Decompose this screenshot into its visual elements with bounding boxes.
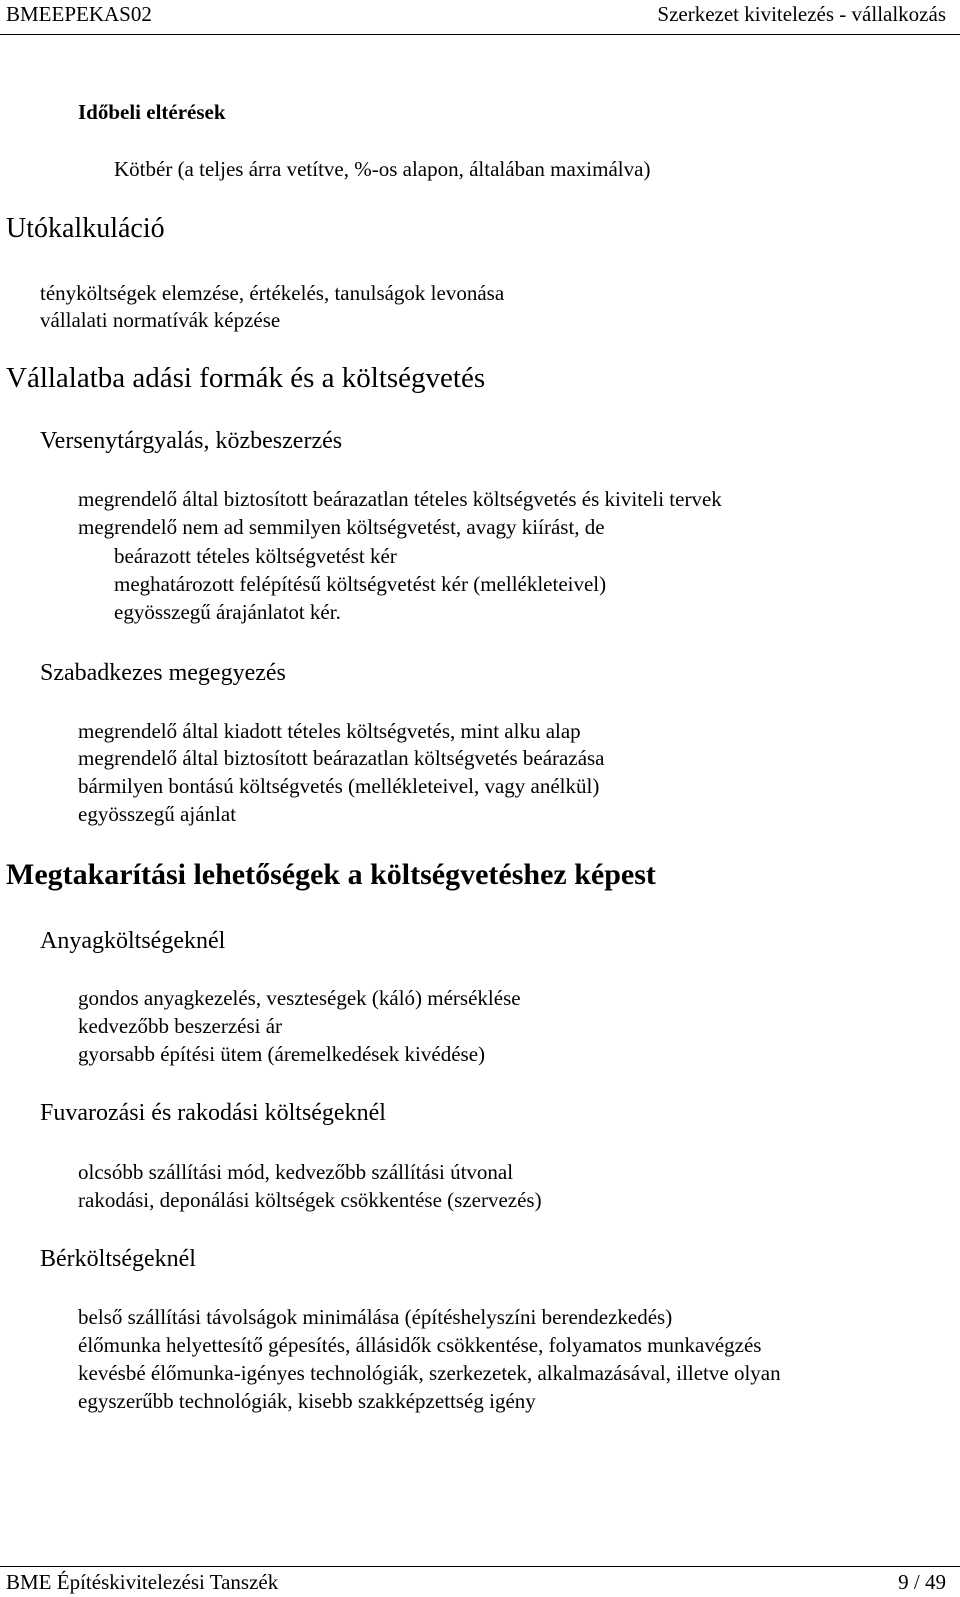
anyag-line-3: gyorsabb építési ütem (áremelkedések kivédése) [78,1042,486,1066]
verseny-line-1: megrendelő által biztosított beárazatlan tételes költségvetés és kiviteli tervek [78,487,722,511]
kotber-text: Kötbér (a teljes árra vetítve, %-os alapon, általában maximálva) [114,157,651,181]
ber-line-2: élőmunka helyettesítő gépesítés, állásidők csökkentése, folyamatos munkavégzés [78,1333,762,1357]
ber-line-3: kevésbé élőmunka-igényes technológiák, szerkezetek, alkalmazásával, illetve olyan [78,1361,781,1385]
utokalk-line-1: tényköltségek elemzése, értékelés, tanulságok levonása [40,281,505,305]
page-number: 9 / 49 [898,1570,946,1594]
utokalk-line-2: vállalati normatívák képzése [40,308,281,332]
section-title-utokalkulacio: Utókalkuláció [6,213,165,244]
subsection-title-verseny: Versenytárgyalás, közbeszerzés [40,428,343,454]
ber-line-4: egyszerűbb technológiák, kisebb szakképzettség igény [78,1389,536,1413]
subsection-title-szabadkezes: Szabadkezes megegyezés [40,660,286,686]
fuvar-line-2: rakodási, deponálási költségek csökkentése (szervezés) [78,1188,542,1212]
footer-divider [0,1566,960,1567]
verseny-sub-3: egyösszegű árajánlatot kér. [114,600,341,624]
footer-department: BME Építéskivitelezési Tanszék [6,1570,279,1594]
subsection-title-anyag: Anyagköltségeknél [40,928,226,954]
verseny-sub-1: beárazott tételes költségvetést kér [114,544,397,568]
ber-line-1: belső szállítási távolságok minimálása (építéshelyszíni berendezkedés) [78,1305,673,1329]
fuvar-line-1: olcsóbb szállítási mód, kedvezőbb szállítási útvonal [78,1160,514,1184]
subsection-title-fuvar: Fuvarozási és rakodási költségeknél [40,1100,386,1126]
szabad-line-4: egyösszegű ajánlat [78,802,237,826]
szabad-line-2: megrendelő által biztosított beárazatlan költségvetés beárazása [78,746,605,770]
header-title: Szerkezet kivitelezés - vállalkozás [657,2,946,26]
verseny-line-2: megrendelő nem ad semmilyen költségvetést, avagy kiírást, de [78,515,605,539]
header-course-code: BMEEPEKAS02 [6,2,152,26]
szabad-line-1: megrendelő által kiadott tételes költségvetés, mint alku alap [78,719,581,743]
section-title-idobeli: Időbeli eltérések [78,100,226,124]
anyag-line-1: gondos anyagkezelés, veszteségek (káló) mérséklése [78,986,521,1010]
szabad-line-3: bármilyen bontású költségvetés (mellékleteivel, vagy anélkül) [78,774,600,798]
header-divider [0,34,960,35]
section-title-vallalatba: Vállalatba adási formák és a költségvetés [6,362,486,394]
subsection-title-ber: Bérköltségeknél [40,1246,196,1272]
section-title-megtakaritas: Megtakarítási lehetőségek a költségvetéshez képest [6,858,656,891]
verseny-sub-2: meghatározott felépítésű költségvetést kér (mellékleteivel) [114,572,607,596]
anyag-line-2: kedvezőbb beszerzési ár [78,1014,283,1038]
